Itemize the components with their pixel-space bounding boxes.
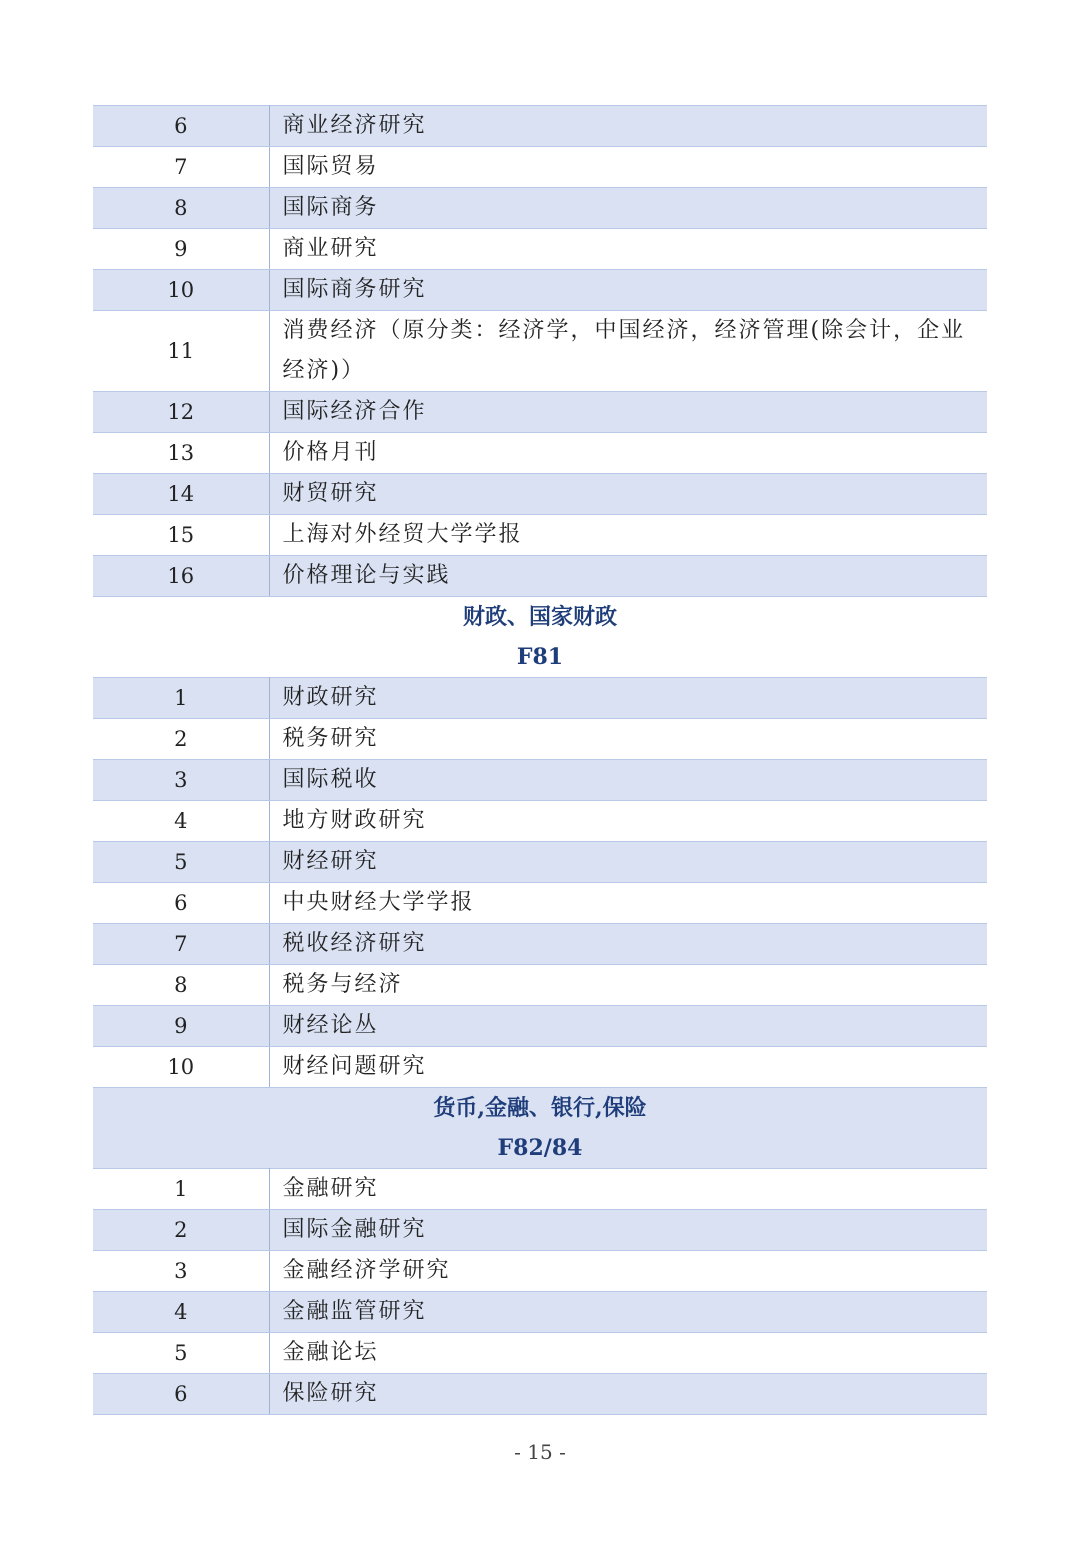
table-row: [93, 147, 987, 188]
row-number: 8: [93, 188, 269, 229]
table-row: [93, 229, 987, 270]
journal-name: 税收经济研究: [269, 924, 987, 965]
row-number: 5: [93, 842, 269, 883]
journal-name: 国际税收: [269, 760, 987, 801]
row-number: 1: [93, 1169, 269, 1210]
journal-name: 保险研究: [269, 1374, 987, 1415]
row-number: 14: [93, 474, 269, 515]
row-number: 6: [93, 883, 269, 924]
section-code-fiscal: [93, 637, 987, 678]
row-number: 6: [93, 1374, 269, 1415]
row-number: 12: [93, 392, 269, 433]
table-row: [93, 1210, 987, 1251]
journal-name: 财经研究: [269, 842, 987, 883]
table-row: [93, 270, 987, 311]
journal-name: 税务与经济: [269, 965, 987, 1006]
table-row: [93, 311, 987, 392]
table-row: [93, 1292, 987, 1333]
journal-name: 消费经济（原分类：经济学，中国经济，经济管理(除会计，企业经济)）: [269, 311, 987, 392]
journal-name: 金融论坛: [269, 1333, 987, 1374]
row-number: 13: [93, 433, 269, 474]
journal-name: 财经论丛: [269, 1006, 987, 1047]
table-row: [93, 1251, 987, 1292]
table-row: [93, 924, 987, 965]
section-code-finance: [93, 1128, 987, 1169]
row-number: 7: [93, 147, 269, 188]
page-number: - 15 -: [514, 1440, 566, 1464]
journal-name: 金融经济学研究: [269, 1251, 987, 1292]
section-code: F81: [516, 644, 564, 670]
table-row: [93, 515, 987, 556]
row-number: 10: [93, 1047, 269, 1088]
row-number: 8: [93, 965, 269, 1006]
row-number: 10: [93, 270, 269, 311]
journal-name: 金融监管研究: [269, 1292, 987, 1333]
table-row: [93, 556, 987, 597]
table-row: [93, 106, 987, 147]
row-number: 6: [93, 106, 269, 147]
section-title: 货币,金融、银行,保险: [93, 1088, 987, 1129]
row-number: 1: [93, 678, 269, 719]
table-row: [93, 965, 987, 1006]
journal-name: 金融研究: [269, 1169, 987, 1210]
table-row: [93, 719, 987, 760]
section-code: F82/84: [93, 1128, 987, 1169]
journal-name: 商业经济研究: [269, 106, 987, 147]
table-row: [93, 392, 987, 433]
row-number: 16: [93, 556, 269, 597]
table-row: [93, 474, 987, 515]
section-header-fiscal: [93, 597, 987, 638]
journal-name: 价格月刊: [269, 433, 987, 474]
table-row: [93, 188, 987, 229]
row-number: 2: [93, 719, 269, 760]
row-number: 9: [93, 229, 269, 270]
section-header-finance: [93, 1088, 987, 1129]
row-number: 15: [93, 515, 269, 556]
journal-name: 国际贸易: [269, 147, 987, 188]
table-row: [93, 883, 987, 924]
row-number: 7: [93, 924, 269, 965]
table-row: [93, 801, 987, 842]
journal-name: 价格理论与实践: [269, 556, 987, 597]
table-row: [93, 842, 987, 883]
journal-list-document: [93, 105, 987, 1415]
journal-name: 国际商务: [269, 188, 987, 229]
row-number: 4: [93, 801, 269, 842]
row-number: 9: [93, 1006, 269, 1047]
journal-name: 商业研究: [269, 229, 987, 270]
table-row: [93, 760, 987, 801]
journal-table: [93, 105, 987, 1415]
journal-name: 财贸研究: [269, 474, 987, 515]
journal-name: 国际商务研究: [269, 270, 987, 311]
journal-name: 上海对外经贸大学学报: [269, 515, 987, 556]
journal-name: 中央财经大学学报: [269, 883, 987, 924]
journal-name: 国际金融研究: [269, 1210, 987, 1251]
row-number: 5: [93, 1333, 269, 1374]
row-number: 3: [93, 1251, 269, 1292]
table-row: [93, 1169, 987, 1210]
table-row: [93, 433, 987, 474]
journal-name: 财经问题研究: [269, 1047, 987, 1088]
journal-name: 财政研究: [269, 678, 987, 719]
table-row: [93, 678, 987, 719]
table-row: [93, 1006, 987, 1047]
table-row: [93, 1047, 987, 1088]
row-number: 4: [93, 1292, 269, 1333]
row-number: 2: [93, 1210, 269, 1251]
section-title: 财政、国家财政: [462, 604, 617, 630]
row-number: 11: [93, 311, 269, 392]
table-row: [93, 1374, 987, 1415]
journal-name: 税务研究: [269, 719, 987, 760]
table-row: [93, 1333, 987, 1374]
journal-name: 地方财政研究: [269, 801, 987, 842]
row-number: 3: [93, 760, 269, 801]
journal-name: 国际经济合作: [269, 392, 987, 433]
